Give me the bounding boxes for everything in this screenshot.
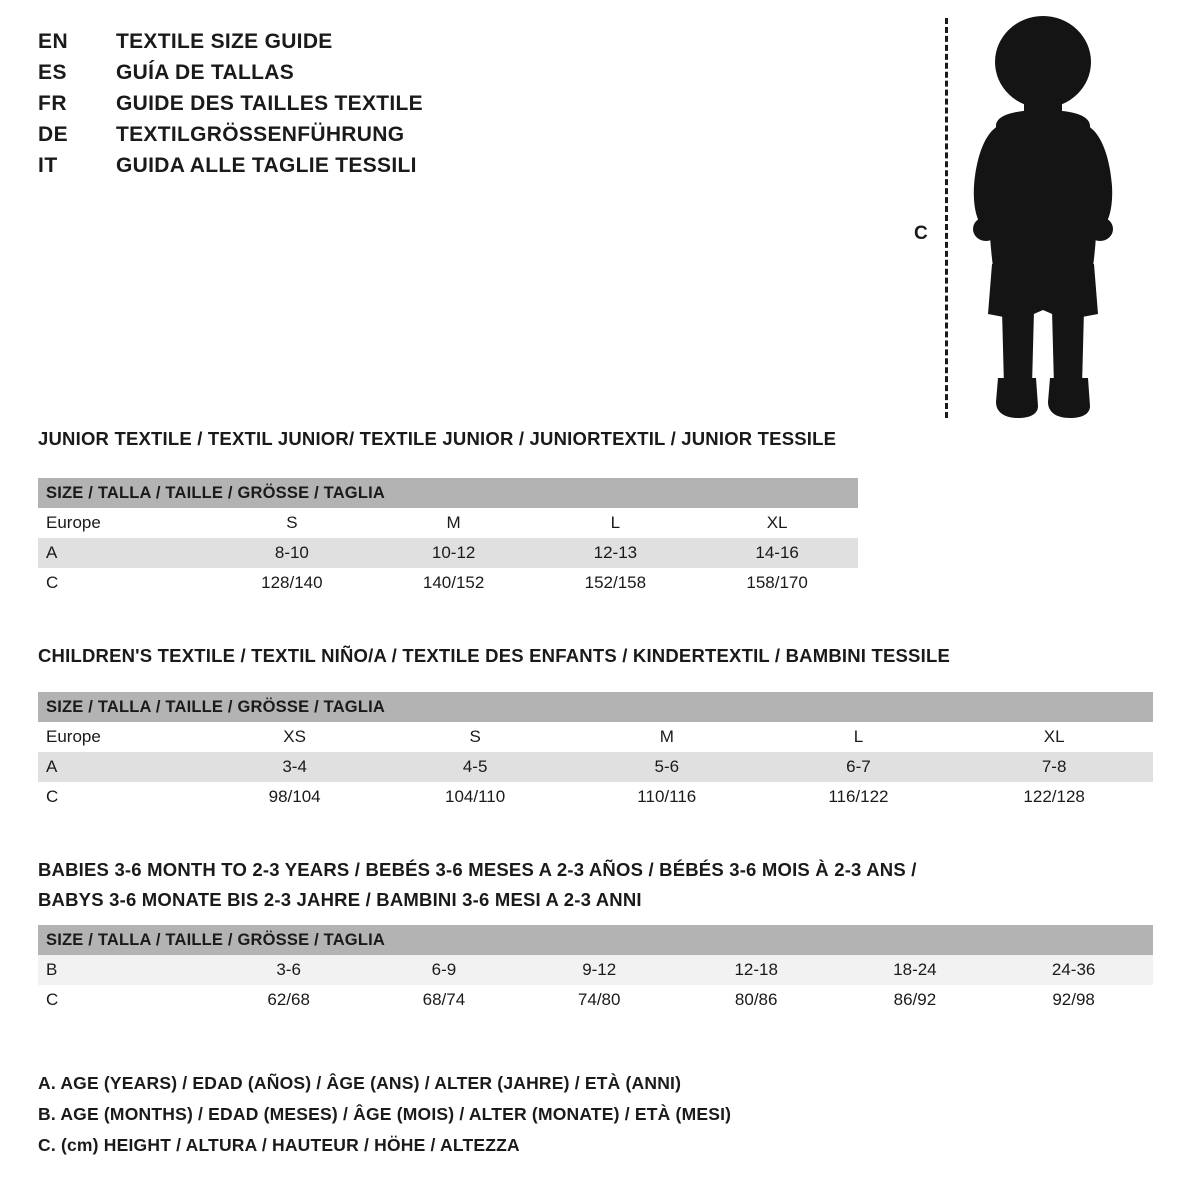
table-cell: 9-12: [522, 955, 677, 985]
table-cell: 122/128: [955, 782, 1153, 812]
table-cell: 128/140: [211, 568, 373, 598]
language-row: [38, 61, 638, 92]
size-header-cell: M: [572, 722, 762, 752]
table-cell: 152/158: [535, 568, 697, 598]
section-title-children: CHILDREN'S TEXTILE / TEXTIL NIÑO/A / TEXTILE DES ENFANTS / KINDERTEXTIL / BAMBINI TESSILE: [38, 645, 950, 666]
language-title: TEXTILGRÖSSENFÜHRUNG: [116, 123, 405, 146]
size-header-cell: XL: [955, 722, 1153, 752]
table-cell: 92/98: [994, 985, 1153, 1015]
table-row: [38, 782, 1153, 812]
table-banner-row: [38, 478, 858, 508]
table-cell: 10-12: [373, 538, 535, 568]
figure-area: [900, 8, 1160, 428]
table-cell: 5-6: [572, 752, 762, 782]
table-cell: 80/86: [677, 985, 836, 1015]
legend-line-b: B. AGE (MONTHS) / EDAD (MESES) / ÂGE (MOIS) / ALTER (MONATE) / ETÀ (MESI): [38, 1104, 732, 1124]
table-cell: 140/152: [373, 568, 535, 598]
size-header-cell: L: [535, 508, 697, 538]
children-size-table: [38, 692, 1153, 812]
row-label: C: [38, 568, 211, 598]
legend-line-a: A. AGE (YEARS) / EDAD (AÑOS) / ÂGE (ANS) / ALTER (JAHRE) / ETÀ (ANNI): [38, 1073, 682, 1093]
table-cell: 12-13: [535, 538, 697, 568]
table-cell: 3-6: [211, 955, 366, 985]
language-code: FR: [38, 92, 67, 115]
size-header-cell: S: [378, 722, 572, 752]
height-measure-label: C: [914, 223, 928, 244]
table-cell: 62/68: [211, 985, 366, 1015]
table-cell: 104/110: [378, 782, 572, 812]
table-row: [38, 508, 858, 538]
row-label: A: [38, 538, 211, 568]
section-title-babies-line2: BABYS 3-6 MONATE BIS 2-3 JAHRE / BAMBINI 3-6 MESI A 2-3 ANNI: [38, 889, 642, 910]
language-title: GUIDE DES TAILLES TEXTILE: [116, 92, 423, 115]
table-row: [38, 722, 1153, 752]
row-label: B: [38, 955, 211, 985]
table-cell: 18-24: [836, 955, 995, 985]
size-header-cell: XS: [211, 722, 378, 752]
junior-size-table: [38, 478, 858, 598]
language-title: GUÍA DE TALLAS: [116, 61, 295, 84]
children-banner: SIZE / TALLA / TAILLE / GRÖSSE / TAGLIA: [38, 692, 1153, 722]
language-code: IT: [38, 154, 58, 177]
table-cell: 68/74: [366, 985, 521, 1015]
section-title-junior: JUNIOR TEXTILE / TEXTIL JUNIOR/ TEXTILE JUNIOR / JUNIORTEXTIL / JUNIOR TESSILE: [38, 428, 837, 449]
language-title: GUIDA ALLE TAGLIE TESSILI: [116, 154, 417, 177]
table-cell: 158/170: [696, 568, 858, 598]
size-header-cell: L: [762, 722, 956, 752]
table-cell: 7-8: [955, 752, 1153, 782]
table-row: [38, 568, 858, 598]
table-cell: 98/104: [211, 782, 378, 812]
table-cell: 3-4: [211, 752, 378, 782]
language-title: TEXTILE SIZE GUIDE: [116, 30, 333, 53]
region-label: Europe: [38, 722, 211, 752]
table-cell: 4-5: [378, 752, 572, 782]
table-cell: 6-7: [762, 752, 956, 782]
language-code: ES: [38, 61, 68, 84]
table-row: [38, 538, 858, 568]
size-header-cell: M: [373, 508, 535, 538]
region-label: Europe: [38, 508, 211, 538]
language-row: [38, 154, 638, 185]
table-cell: 86/92: [836, 985, 995, 1015]
child-silhouette-icon: [948, 14, 1138, 424]
row-label: C: [38, 985, 211, 1015]
legend-line-c: C. (cm) HEIGHT / ALTURA / HAUTEUR / HÖHE / ALTEZZA: [38, 1135, 520, 1155]
table-banner-row: [38, 925, 1153, 955]
language-title-block: [38, 30, 638, 185]
section-title-babies-line1: BABIES 3-6 MONTH TO 2-3 YEARS / BEBÉS 3-6 MESES A 2-3 AÑOS / BÉBÉS 3-6 MOIS À 2-3 ANS /: [38, 859, 917, 880]
size-header-cell: S: [211, 508, 373, 538]
table-cell: 8-10: [211, 538, 373, 568]
language-row: [38, 30, 638, 61]
language-code: DE: [38, 123, 69, 146]
table-cell: 12-18: [677, 955, 836, 985]
table-cell: 14-16: [696, 538, 858, 568]
language-row: [38, 123, 638, 154]
row-label: A: [38, 752, 211, 782]
babies-size-table: [38, 925, 1153, 1015]
table-cell: 116/122: [762, 782, 956, 812]
table-cell: 74/80: [522, 985, 677, 1015]
table-row: [38, 985, 1153, 1015]
row-label: C: [38, 782, 211, 812]
babies-banner: SIZE / TALLA / TAILLE / GRÖSSE / TAGLIA: [38, 925, 1153, 955]
language-code: EN: [38, 30, 69, 53]
size-header-cell: XL: [696, 508, 858, 538]
section-title-babies: [38, 855, 1038, 915]
legend-block: [38, 1068, 1138, 1161]
language-row: [38, 92, 638, 123]
table-row: [38, 955, 1153, 985]
table-row: [38, 752, 1153, 782]
table-cell: 110/116: [572, 782, 762, 812]
table-cell: 6-9: [366, 955, 521, 985]
table-cell: 24-36: [994, 955, 1153, 985]
junior-banner: SIZE / TALLA / TAILLE / GRÖSSE / TAGLIA: [38, 478, 858, 508]
table-banner-row: [38, 692, 1153, 722]
